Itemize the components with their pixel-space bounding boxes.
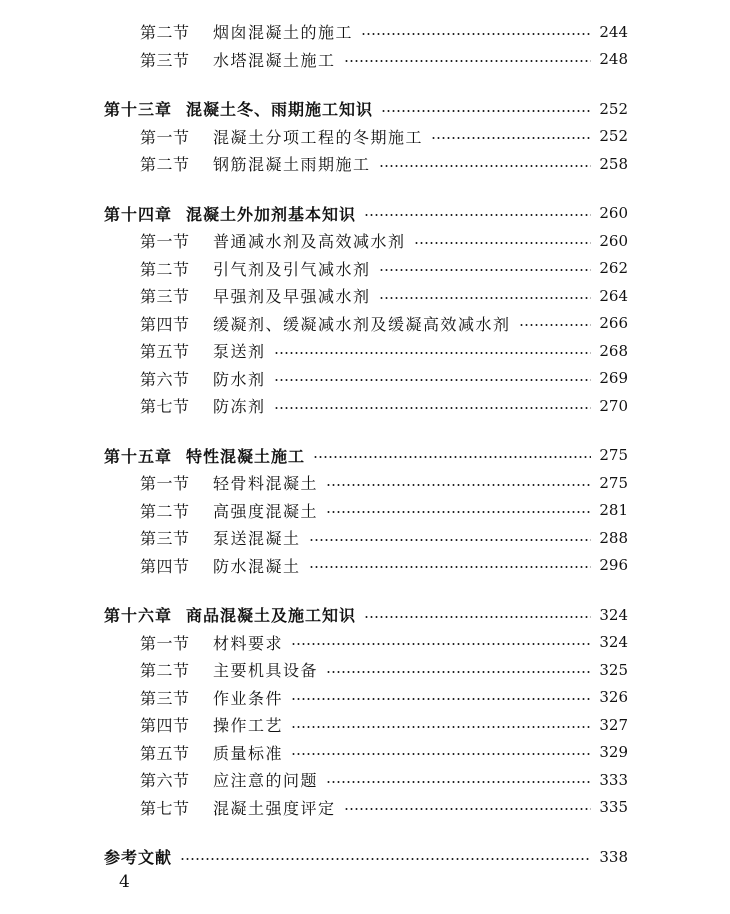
toc-entry-title: 应注意的问题 [213, 771, 319, 791]
toc-section[interactable] [0, 524, 730, 552]
dot-leader [274, 379, 592, 381]
toc-references[interactable] [0, 843, 730, 871]
toc-section[interactable] [0, 227, 730, 255]
toc-section[interactable] [0, 255, 730, 283]
toc-entry-title: 混凝土强度评定 [213, 798, 336, 818]
toc-section[interactable] [0, 766, 730, 794]
toc-entry-label: 第二节 [140, 259, 190, 279]
toc-entry-page: 335 [599, 798, 628, 817]
toc-entry-title: 操作工艺 [213, 716, 284, 736]
dot-leader [344, 60, 592, 62]
dot-leader [364, 616, 591, 618]
dot-leader [379, 297, 592, 299]
toc-entry-label: 第二节 [140, 23, 190, 43]
toc-entry-page: 326 [599, 688, 628, 707]
toc-entry-label: 第六节 [140, 369, 190, 389]
toc-entry-title: 轻骨料混凝土 [213, 474, 319, 494]
toc-chapter[interactable] [0, 442, 730, 470]
toc-section[interactable] [0, 629, 730, 657]
toc-entry-title: 主要机具设备 [213, 661, 319, 681]
toc-entry-title: 烟囱混凝土的施工 [213, 23, 354, 43]
toc-entry-label: 第五节 [140, 342, 190, 362]
dot-leader [291, 643, 591, 645]
toc-entry-title: 特性混凝土施工 [186, 446, 306, 466]
toc-section[interactable] [0, 656, 730, 684]
dot-leader [381, 110, 591, 112]
toc-section[interactable] [0, 552, 730, 580]
toc-entry-page: 325 [599, 660, 628, 679]
toc-entry-label: 第三节 [140, 529, 190, 549]
toc-section[interactable] [0, 392, 730, 420]
toc-entry-title: 钢筋混凝土雨期施工 [213, 155, 371, 175]
toc-entry-title: 作业条件 [213, 688, 284, 708]
toc-entry-title: 早强剂及早强减水剂 [213, 287, 371, 307]
toc-entry-label: 第十四章 [104, 204, 173, 224]
toc-entry-label: 第三节 [140, 50, 190, 70]
toc-entry-label: 第一节 [140, 474, 190, 494]
toc-entry-page: 288 [599, 528, 628, 547]
toc-entry-title: 材料要求 [213, 633, 284, 653]
toc-section[interactable] [0, 711, 730, 739]
toc-entry-title: 混凝土冬、雨期施工知识 [186, 100, 374, 120]
toc-section[interactable] [0, 794, 730, 822]
toc-entry-page: 281 [599, 501, 628, 520]
toc-entry-page: 268 [599, 341, 628, 360]
toc-entry-page: 324 [599, 605, 628, 624]
toc-entry-page: 262 [599, 259, 628, 278]
dot-leader [291, 753, 591, 755]
toc-entry-label: 第四节 [140, 556, 190, 576]
toc-entry-title: 商品混凝土及施工知识 [186, 606, 357, 626]
dot-leader [291, 698, 591, 700]
toc-entries [0, 18, 730, 871]
dot-leader [379, 165, 592, 167]
dot-leader [274, 407, 592, 409]
toc-entry-label: 第二节 [140, 661, 190, 681]
toc-entry-label: 第十三章 [104, 100, 173, 120]
toc-entry-title: 泵送混凝土 [213, 529, 301, 549]
toc-entry-page: 275 [599, 473, 628, 492]
dot-leader [326, 781, 591, 783]
toc-entry-page: 327 [599, 715, 628, 734]
toc-entry-label: 第一节 [140, 633, 190, 653]
toc-entry-page: 269 [599, 369, 628, 388]
toc-entry-page: 260 [599, 231, 628, 250]
toc-entry-page: 264 [599, 286, 628, 305]
toc-entry-page: 260 [599, 204, 628, 223]
toc-entry-label: 第一节 [140, 127, 190, 147]
toc-entry-page: 252 [599, 127, 628, 146]
toc-entry-label: 第四节 [140, 314, 190, 334]
toc-section[interactable] [0, 337, 730, 365]
toc-section[interactable] [0, 18, 730, 46]
toc-entry-label: 第二节 [140, 155, 190, 175]
toc-entry-label: 第十五章 [104, 446, 173, 466]
toc-entry-title: 防冻剂 [213, 397, 266, 417]
toc-entry-label: 第一节 [140, 232, 190, 252]
dot-leader [344, 808, 592, 810]
dot-leader [180, 858, 591, 860]
toc-entry-page: 333 [599, 770, 628, 789]
dot-leader [309, 539, 592, 541]
toc-entry-title: 防水剂 [213, 369, 266, 389]
toc-section[interactable] [0, 497, 730, 525]
toc-chapter[interactable] [0, 95, 730, 123]
toc-entry-page: 266 [599, 314, 628, 333]
dot-leader [274, 352, 592, 354]
dot-leader [364, 214, 591, 216]
toc-entry-page: 329 [599, 743, 628, 762]
dot-leader [326, 511, 591, 513]
toc-section[interactable] [0, 150, 730, 178]
toc-entry-title: 泵送剂 [213, 342, 266, 362]
toc-entry-label: 第五节 [140, 743, 190, 763]
toc-entry-label: 第六节 [140, 771, 190, 791]
toc-entry-label: 第十六章 [104, 606, 173, 626]
toc-entry-label: 第七节 [140, 798, 190, 818]
toc-entry-page: 296 [599, 556, 628, 575]
toc-entry-title: 防水混凝土 [213, 556, 301, 576]
toc-entry-page: 338 [599, 847, 628, 866]
toc-chapter[interactable] [0, 200, 730, 228]
toc-entry-title: 混凝土分项工程的冬期施工 [213, 127, 424, 147]
toc-chapter[interactable] [0, 601, 730, 629]
table-of-contents [0, 18, 730, 871]
toc-entry-title: 引气剂及引气减水剂 [213, 259, 371, 279]
toc-entry-page: 324 [599, 633, 628, 652]
dot-leader [291, 726, 591, 728]
dot-leader [519, 324, 592, 326]
dot-leader [326, 671, 591, 673]
dot-leader [361, 33, 591, 35]
dot-leader [309, 566, 592, 568]
toc-section[interactable] [0, 123, 730, 151]
dot-leader [431, 137, 591, 139]
toc-entry-page: 270 [599, 396, 628, 415]
toc-entry-label: 参考文献 [104, 848, 173, 868]
toc-entry-title: 水塔混凝土施工 [213, 50, 336, 70]
dot-leader [326, 484, 591, 486]
dot-leader [313, 456, 591, 458]
toc-entry-title: 高强度混凝土 [213, 501, 319, 521]
toc-section[interactable] [0, 310, 730, 338]
toc-entry-label: 第三节 [140, 688, 190, 708]
toc-entry-page: 258 [599, 154, 628, 173]
toc-section[interactable] [0, 46, 730, 74]
dot-leader [379, 269, 592, 271]
toc-section[interactable] [0, 365, 730, 393]
toc-entry-page: 252 [599, 99, 628, 118]
toc-section[interactable] [0, 469, 730, 497]
toc-entry-title: 缓凝剂、缓凝减水剂及缓凝高效减水剂 [213, 314, 511, 334]
toc-entry-label: 第三节 [140, 287, 190, 307]
toc-entry-title: 混凝土外加剂基本知识 [186, 204, 357, 224]
toc-section[interactable] [0, 684, 730, 712]
toc-entry-title: 质量标准 [213, 743, 284, 763]
toc-section[interactable] [0, 739, 730, 767]
toc-entry-page: 248 [599, 50, 628, 69]
toc-entry-label: 第四节 [140, 716, 190, 736]
page-number: 4 [119, 872, 130, 892]
toc-entry-label: 第七节 [140, 397, 190, 417]
toc-entry-page: 244 [599, 22, 628, 41]
toc-entry-title: 普通减水剂及高效减水剂 [213, 232, 406, 252]
toc-entry-page: 275 [599, 446, 628, 465]
dot-leader [414, 242, 592, 244]
toc-section[interactable] [0, 282, 730, 310]
toc-entry-label: 第二节 [140, 501, 190, 521]
